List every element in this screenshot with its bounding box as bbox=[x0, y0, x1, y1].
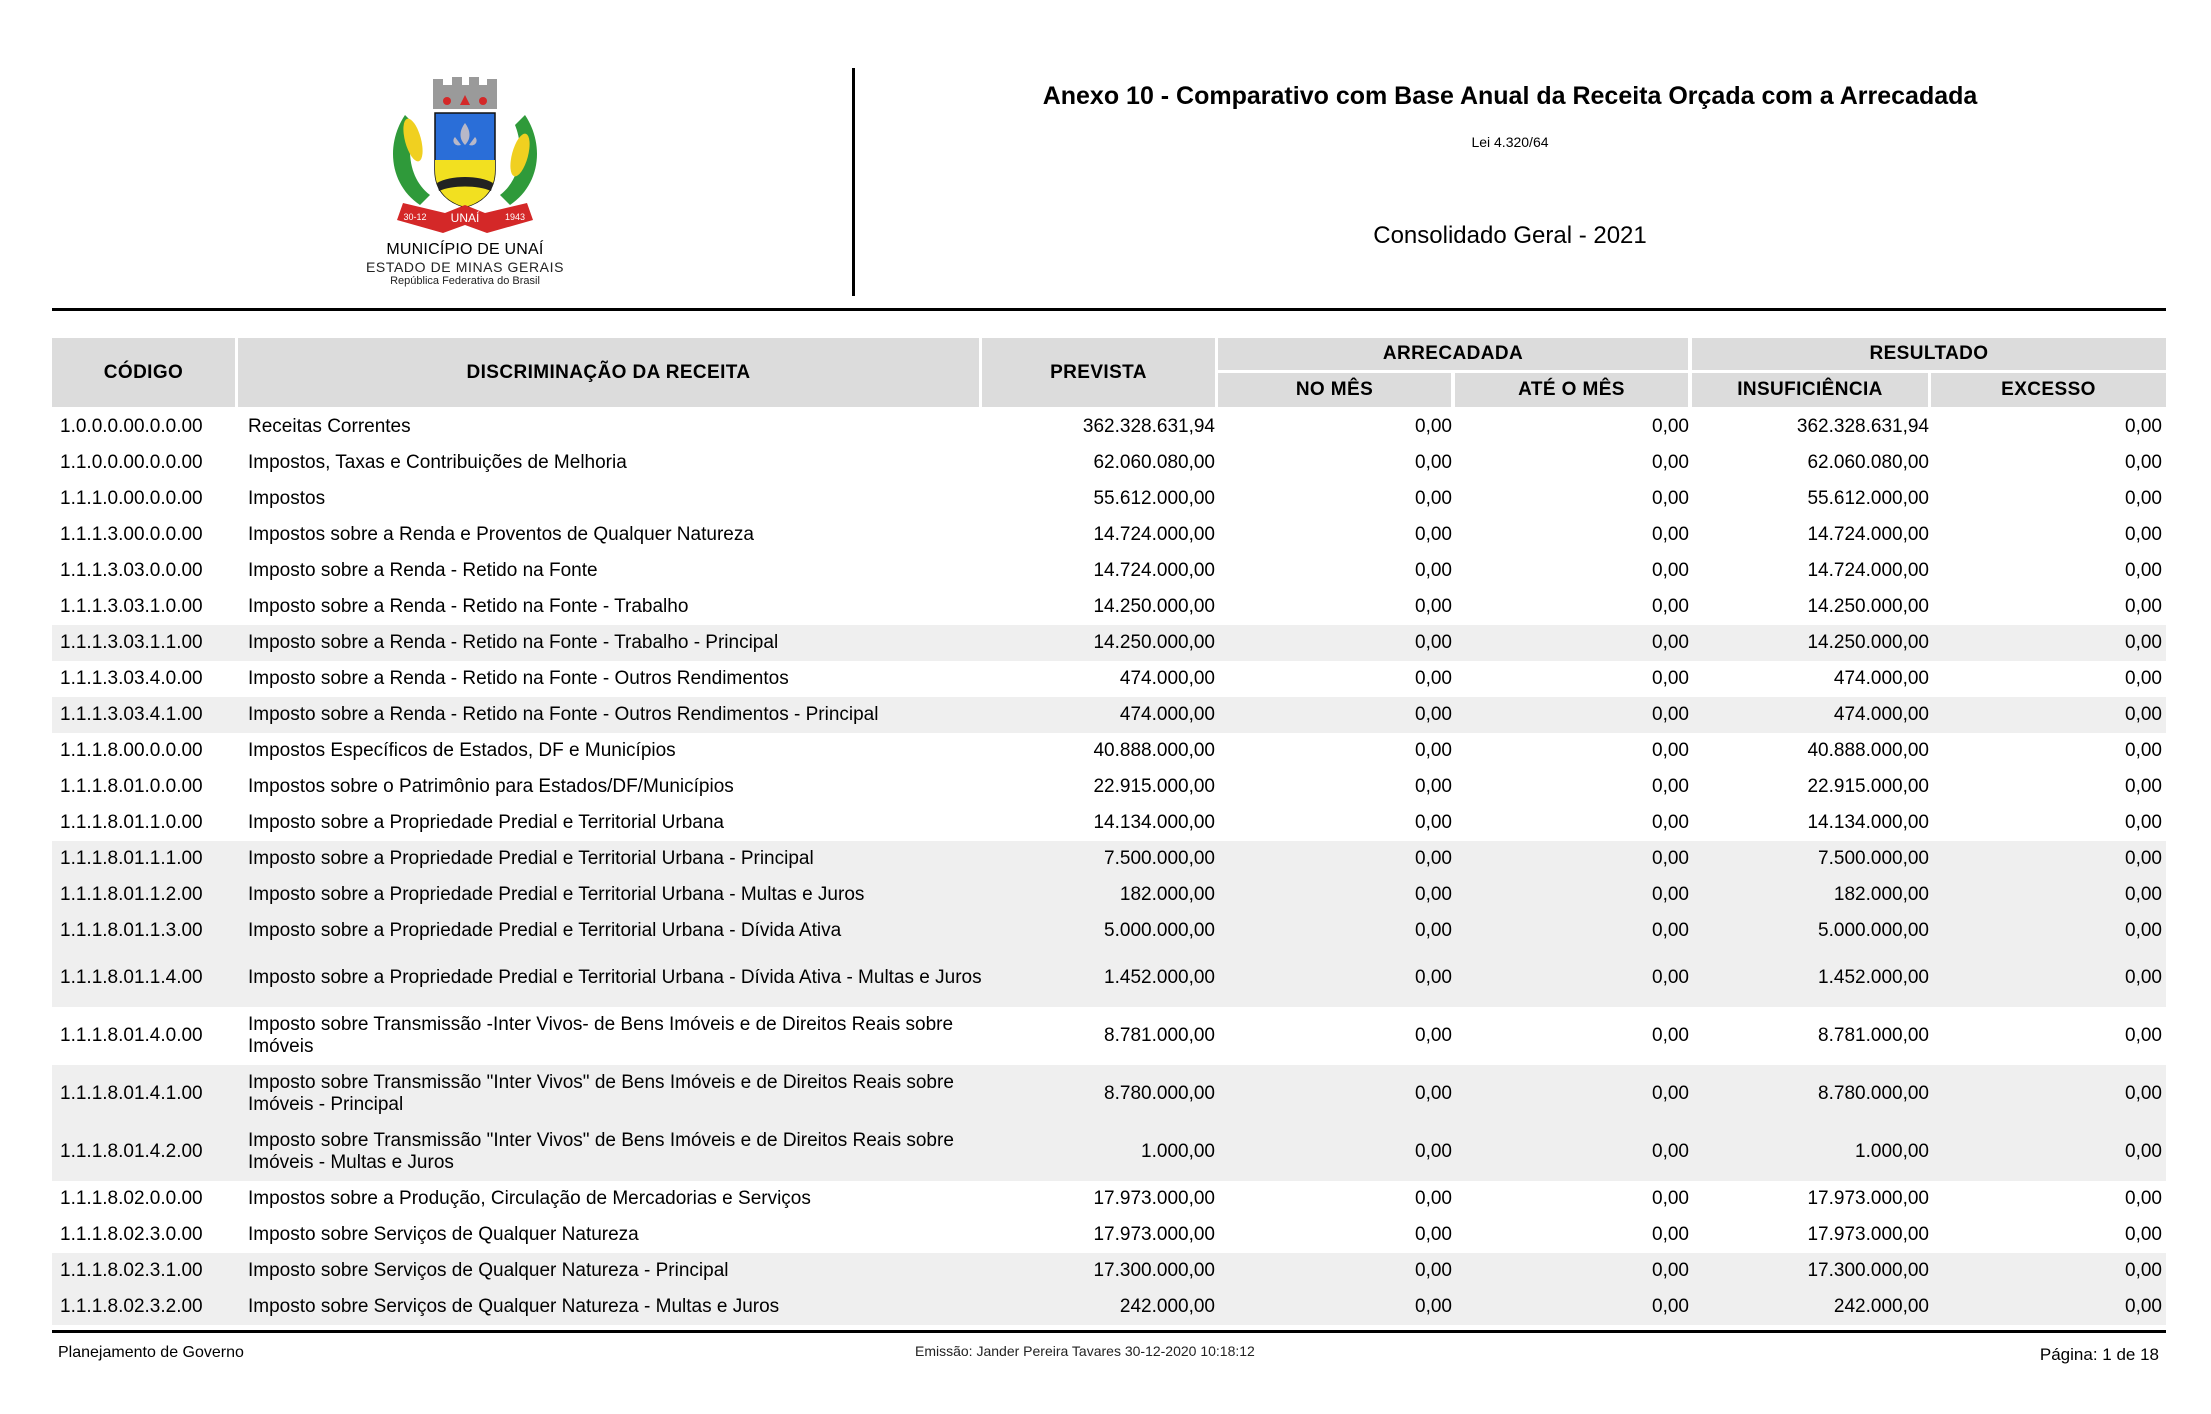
cell-forecast: 7.500.000,00 bbox=[1104, 848, 1215, 869]
cell-excess: 0,00 bbox=[2125, 812, 2162, 833]
cell-shortfall: 362.328.631,94 bbox=[1796, 416, 1929, 437]
cell-in-month: 0,00 bbox=[1415, 848, 1452, 869]
header-excess: EXCESSO bbox=[1931, 373, 2166, 407]
table-row bbox=[52, 481, 2166, 517]
cell-in-month: 0,00 bbox=[1415, 632, 1452, 653]
header-collected-group: ARRECADADA bbox=[1218, 338, 1688, 370]
cell-in-month: 0,00 bbox=[1415, 596, 1452, 617]
cell-excess: 0,00 bbox=[2125, 704, 2162, 725]
cell-description: Impostos sobre a Renda e Proventos de Qualquer Natureza bbox=[248, 524, 754, 545]
cell-shortfall: 1.452.000,00 bbox=[1818, 967, 1929, 988]
cell-excess: 0,00 bbox=[2125, 967, 2162, 988]
table-row bbox=[52, 769, 2166, 805]
cell-in-month: 0,00 bbox=[1415, 740, 1452, 761]
header-forecast: PREVISTA bbox=[982, 338, 1215, 407]
cell-code: 1.1.1.3.03.4.1.00 bbox=[60, 704, 203, 725]
cell-code: 1.1.1.3.03.1.1.00 bbox=[60, 632, 203, 653]
table-row bbox=[52, 805, 2166, 841]
cell-code: 1.1.1.3.03.1.0.00 bbox=[60, 596, 203, 617]
cell-shortfall: 14.134.000,00 bbox=[1807, 812, 1929, 833]
cell-until-month: 0,00 bbox=[1652, 704, 1689, 725]
cell-code: 1.1.1.8.02.0.0.00 bbox=[60, 1188, 203, 1209]
cell-in-month: 0,00 bbox=[1415, 668, 1452, 689]
cell-in-month: 0,00 bbox=[1415, 704, 1452, 725]
footer-page-number: Página: 1 de 18 bbox=[2039, 1345, 2159, 1364]
cell-shortfall: 242.000,00 bbox=[1833, 1296, 1929, 1317]
cell-forecast: 474.000,00 bbox=[1119, 668, 1215, 689]
cell-excess: 0,00 bbox=[2125, 668, 2162, 689]
report-title: Anexo 10 - Comparativo com Base Anual da Receita Orçada com a Arrecadada bbox=[1042, 82, 1978, 110]
cell-forecast: 62.060.080,00 bbox=[1093, 452, 1215, 473]
cell-in-month: 0,00 bbox=[1415, 1260, 1452, 1281]
cell-description: Imposto sobre a Propriedade Predial e Territorial Urbana - Dívida Ativa - Multas e Juros bbox=[248, 967, 982, 988]
cell-forecast: 5.000.000,00 bbox=[1104, 920, 1215, 941]
cell-until-month: 0,00 bbox=[1652, 884, 1689, 905]
cell-in-month: 0,00 bbox=[1415, 1296, 1452, 1317]
cell-code: 1.1.1.8.02.3.2.00 bbox=[60, 1296, 203, 1317]
cell-shortfall: 55.612.000,00 bbox=[1807, 488, 1929, 509]
crest-ribbon-center: UNAÍ bbox=[450, 211, 480, 225]
cell-description: Imposto sobre a Propriedade Predial e Territorial Urbana bbox=[248, 812, 724, 833]
cell-until-month: 0,00 bbox=[1652, 920, 1689, 941]
cell-until-month: 0,00 bbox=[1652, 848, 1689, 869]
cell-until-month: 0,00 bbox=[1652, 740, 1689, 761]
cell-excess: 0,00 bbox=[2125, 920, 2162, 941]
cell-shortfall: 8.781.000,00 bbox=[1818, 1025, 1929, 1046]
cell-code: 1.1.1.3.00.0.0.00 bbox=[60, 524, 203, 545]
cell-shortfall: 17.973.000,00 bbox=[1807, 1188, 1929, 1209]
cell-in-month: 0,00 bbox=[1415, 920, 1452, 941]
state-name: ESTADO DE MINAS GERAIS bbox=[365, 259, 565, 275]
cell-description: Imposto sobre a Renda - Retido na Fonte - Trabalho - Principal bbox=[248, 632, 779, 653]
cell-excess: 0,00 bbox=[2125, 1296, 2162, 1317]
report-scope: Consolidado Geral - 2021 bbox=[1373, 222, 1647, 249]
cell-until-month: 0,00 bbox=[1652, 416, 1689, 437]
cell-code: 1.1.1.8.02.3.1.00 bbox=[60, 1260, 203, 1281]
cell-in-month: 0,00 bbox=[1415, 488, 1452, 509]
cell-forecast: 362.328.631,94 bbox=[1082, 416, 1215, 437]
table-row bbox=[52, 949, 2166, 1007]
cell-description: Imposto sobre a Propriedade Predial e Territorial Urbana - Dívida Ativa bbox=[248, 920, 842, 941]
cell-forecast: 40.888.000,00 bbox=[1093, 740, 1215, 761]
cell-forecast: 242.000,00 bbox=[1119, 1296, 1215, 1317]
cell-code: 1.0.0.0.00.0.0.00 bbox=[60, 416, 203, 437]
table-row bbox=[52, 625, 2166, 661]
cell-description: Imposto sobre Transmissão "Inter Vivos" de Bens Imóveis e de Direitos Reais sobre Imóveis - Principal bbox=[248, 1072, 954, 1115]
cell-excess: 0,00 bbox=[2125, 848, 2162, 869]
cell-in-month: 0,00 bbox=[1415, 524, 1452, 545]
cell-until-month: 0,00 bbox=[1652, 967, 1689, 988]
table-row bbox=[52, 589, 2166, 625]
cell-until-month: 0,00 bbox=[1652, 596, 1689, 617]
cell-until-month: 0,00 bbox=[1652, 1224, 1689, 1245]
cell-in-month: 0,00 bbox=[1415, 812, 1452, 833]
cell-until-month: 0,00 bbox=[1652, 1083, 1689, 1104]
cell-shortfall: 14.724.000,00 bbox=[1807, 560, 1929, 581]
law-reference: Lei 4.320/64 bbox=[1471, 134, 1549, 150]
cell-shortfall: 14.250.000,00 bbox=[1807, 632, 1929, 653]
cell-description: Imposto sobre a Renda - Retido na Fonte bbox=[248, 560, 598, 581]
cell-shortfall: 14.250.000,00 bbox=[1807, 596, 1929, 617]
cell-until-month: 0,00 bbox=[1652, 812, 1689, 833]
cell-in-month: 0,00 bbox=[1415, 560, 1452, 581]
table-row bbox=[52, 1217, 2166, 1253]
cell-code: 1.1.1.8.00.0.0.00 bbox=[60, 740, 203, 761]
cell-code: 1.1.1.8.01.4.2.00 bbox=[60, 1141, 203, 1162]
cell-forecast: 22.915.000,00 bbox=[1093, 776, 1215, 797]
cell-forecast: 14.250.000,00 bbox=[1093, 596, 1215, 617]
table-row bbox=[52, 1289, 2166, 1325]
cell-shortfall: 22.915.000,00 bbox=[1807, 776, 1929, 797]
cell-in-month: 0,00 bbox=[1415, 452, 1452, 473]
cell-code: 1.1.1.8.02.3.0.00 bbox=[60, 1224, 203, 1245]
header-rule bbox=[52, 308, 2166, 311]
cell-forecast: 8.781.000,00 bbox=[1104, 1025, 1215, 1046]
cell-shortfall: 17.973.000,00 bbox=[1807, 1224, 1929, 1245]
cell-excess: 0,00 bbox=[2125, 596, 2162, 617]
cell-forecast: 14.250.000,00 bbox=[1093, 632, 1215, 653]
cell-code: 1.1.1.8.01.4.0.00 bbox=[60, 1025, 203, 1046]
cell-description: Impostos Específicos de Estados, DF e Municípios bbox=[248, 740, 676, 761]
cell-excess: 0,00 bbox=[2125, 1260, 2162, 1281]
cell-excess: 0,00 bbox=[2125, 452, 2162, 473]
cell-forecast: 17.300.000,00 bbox=[1093, 1260, 1215, 1281]
cell-code: 1.1.1.8.01.4.1.00 bbox=[60, 1083, 203, 1104]
cell-forecast: 474.000,00 bbox=[1119, 704, 1215, 725]
cell-shortfall: 40.888.000,00 bbox=[1807, 740, 1929, 761]
cell-shortfall: 5.000.000,00 bbox=[1818, 920, 1929, 941]
header-vertical-divider bbox=[852, 68, 855, 296]
footer-department: Planejamento de Governo bbox=[58, 1344, 244, 1361]
crest-ribbon-right: 1943 bbox=[504, 212, 526, 222]
cell-code: 1.1.1.0.00.0.0.00 bbox=[60, 488, 203, 509]
cell-forecast: 14.724.000,00 bbox=[1093, 560, 1215, 581]
cell-description: Impostos bbox=[248, 488, 326, 509]
cell-excess: 0,00 bbox=[2125, 416, 2162, 437]
cell-forecast: 8.780.000,00 bbox=[1104, 1083, 1215, 1104]
cell-forecast: 14.134.000,00 bbox=[1093, 812, 1215, 833]
header-code: CÓDIGO bbox=[52, 338, 235, 407]
cell-in-month: 0,00 bbox=[1415, 776, 1452, 797]
cell-code: 1.1.1.3.03.4.0.00 bbox=[60, 668, 203, 689]
cell-description: Imposto sobre Transmissão "Inter Vivos" de Bens Imóveis e de Direitos Reais sobre Imóveis - Multas e Juros bbox=[248, 1130, 954, 1173]
cell-until-month: 0,00 bbox=[1652, 668, 1689, 689]
cell-description: Impostos sobre o Patrimônio para Estados/DF/Municípios bbox=[248, 776, 734, 797]
cell-in-month: 0,00 bbox=[1415, 1025, 1452, 1046]
table-row bbox=[52, 1253, 2166, 1289]
cell-description: Impostos sobre a Produção, Circulação de Mercadorias e Serviços bbox=[248, 1188, 811, 1209]
cell-code: 1.1.1.8.01.1.0.00 bbox=[60, 812, 203, 833]
cell-description: Receitas Correntes bbox=[248, 416, 411, 437]
cell-excess: 0,00 bbox=[2125, 1224, 2162, 1245]
header-until-month: ATÉ O MÊS bbox=[1455, 373, 1688, 407]
cell-shortfall: 8.780.000,00 bbox=[1818, 1083, 1929, 1104]
table-row bbox=[52, 1065, 2166, 1123]
cell-code: 1.1.1.8.01.0.0.00 bbox=[60, 776, 203, 797]
header-shortfall: INSUFICIÊNCIA bbox=[1692, 373, 1928, 407]
table-body bbox=[52, 409, 2166, 1325]
coat-of-arms-icon bbox=[375, 75, 555, 235]
cell-in-month: 0,00 bbox=[1415, 1141, 1452, 1162]
cell-description: Imposto sobre a Propriedade Predial e Territorial Urbana - Principal bbox=[248, 848, 814, 869]
cell-until-month: 0,00 bbox=[1652, 1141, 1689, 1162]
cell-shortfall: 7.500.000,00 bbox=[1818, 848, 1929, 869]
table-row bbox=[52, 1181, 2166, 1217]
table-row bbox=[52, 697, 2166, 733]
cell-forecast: 55.612.000,00 bbox=[1093, 488, 1215, 509]
cell-until-month: 0,00 bbox=[1652, 1025, 1689, 1046]
cell-code: 1.1.0.0.00.0.0.00 bbox=[60, 452, 203, 473]
table-row bbox=[52, 409, 2166, 445]
cell-shortfall: 17.300.000,00 bbox=[1807, 1260, 1929, 1281]
municipality-name: MUNICÍPIO DE UNAÍ bbox=[386, 241, 544, 258]
cell-shortfall: 62.060.080,00 bbox=[1807, 452, 1929, 473]
cell-excess: 0,00 bbox=[2125, 1083, 2162, 1104]
cell-shortfall: 14.724.000,00 bbox=[1807, 524, 1929, 545]
cell-until-month: 0,00 bbox=[1652, 524, 1689, 545]
cell-until-month: 0,00 bbox=[1652, 1188, 1689, 1209]
cell-description: Imposto sobre Serviços de Qualquer Natureza - Multas e Juros bbox=[248, 1296, 780, 1317]
table-header bbox=[52, 338, 2166, 408]
table-row bbox=[52, 445, 2166, 481]
cell-description: Imposto sobre a Renda - Retido na Fonte - Outros Rendimentos - Principal bbox=[248, 704, 879, 725]
table-row bbox=[52, 553, 2166, 589]
cell-in-month: 0,00 bbox=[1415, 1083, 1452, 1104]
cell-forecast: 14.724.000,00 bbox=[1093, 524, 1215, 545]
table-row bbox=[52, 841, 2166, 877]
cell-forecast: 1.000,00 bbox=[1141, 1141, 1215, 1162]
cell-forecast: 1.452.000,00 bbox=[1104, 967, 1215, 988]
country-name: República Federativa do Brasil bbox=[390, 275, 540, 287]
cell-excess: 0,00 bbox=[2125, 1025, 2162, 1046]
header-result-group: RESULTADO bbox=[1692, 338, 2166, 370]
cell-until-month: 0,00 bbox=[1652, 1296, 1689, 1317]
footer-rule bbox=[52, 1330, 2166, 1333]
cell-forecast: 17.973.000,00 bbox=[1093, 1224, 1215, 1245]
cell-excess: 0,00 bbox=[2125, 740, 2162, 761]
cell-description: Imposto sobre Transmissão -Inter Vivos- de Bens Imóveis e de Direitos Reais sobre Imóveis bbox=[248, 1014, 954, 1057]
header-description: DISCRIMINAÇÃO DA RECEITA bbox=[238, 338, 979, 407]
cell-description: Imposto sobre Serviços de Qualquer Natureza bbox=[248, 1224, 639, 1245]
cell-in-month: 0,00 bbox=[1415, 416, 1452, 437]
cell-description: Imposto sobre Serviços de Qualquer Natureza - Principal bbox=[248, 1260, 729, 1281]
cell-until-month: 0,00 bbox=[1652, 452, 1689, 473]
cell-shortfall: 1.000,00 bbox=[1855, 1141, 1929, 1162]
cell-description: Imposto sobre a Renda - Retido na Fonte - Trabalho bbox=[248, 596, 689, 617]
cell-shortfall: 474.000,00 bbox=[1833, 704, 1929, 725]
header-in-month: NO MÊS bbox=[1218, 373, 1451, 407]
cell-excess: 0,00 bbox=[2125, 884, 2162, 905]
cell-until-month: 0,00 bbox=[1652, 1260, 1689, 1281]
cell-shortfall: 182.000,00 bbox=[1833, 884, 1929, 905]
cell-in-month: 0,00 bbox=[1415, 1188, 1452, 1209]
footer-issued: Emissão: Jander Pereira Tavares 30-12-2020 10:18:12 bbox=[915, 1343, 1255, 1359]
table-row bbox=[52, 1123, 2166, 1181]
cell-forecast: 182.000,00 bbox=[1119, 884, 1215, 905]
cell-code: 1.1.1.3.03.0.0.00 bbox=[60, 560, 203, 581]
cell-in-month: 0,00 bbox=[1415, 884, 1452, 905]
crest-ribbon-left: 30-12 bbox=[403, 212, 427, 222]
cell-description: Impostos, Taxas e Contribuições de Melhoria bbox=[248, 452, 627, 473]
table-row bbox=[52, 1007, 2166, 1065]
cell-excess: 0,00 bbox=[2125, 524, 2162, 545]
table-row bbox=[52, 733, 2166, 769]
table-row bbox=[52, 517, 2166, 553]
table-row bbox=[52, 913, 2166, 949]
cell-until-month: 0,00 bbox=[1652, 488, 1689, 509]
cell-excess: 0,00 bbox=[2125, 488, 2162, 509]
table-row bbox=[52, 877, 2166, 913]
cell-shortfall: 474.000,00 bbox=[1833, 668, 1929, 689]
cell-excess: 0,00 bbox=[2125, 776, 2162, 797]
cell-code: 1.1.1.8.01.1.2.00 bbox=[60, 884, 203, 905]
cell-code: 1.1.1.8.01.1.4.00 bbox=[60, 967, 203, 988]
cell-code: 1.1.1.8.01.1.1.00 bbox=[60, 848, 203, 869]
cell-until-month: 0,00 bbox=[1652, 560, 1689, 581]
cell-excess: 0,00 bbox=[2125, 1141, 2162, 1162]
cell-in-month: 0,00 bbox=[1415, 1224, 1452, 1245]
cell-code: 1.1.1.8.01.1.3.00 bbox=[60, 920, 203, 941]
table-row bbox=[52, 661, 2166, 697]
cell-forecast: 17.973.000,00 bbox=[1093, 1188, 1215, 1209]
cell-until-month: 0,00 bbox=[1652, 632, 1689, 653]
cell-excess: 0,00 bbox=[2125, 560, 2162, 581]
municipality-logo-block bbox=[340, 75, 590, 287]
cell-until-month: 0,00 bbox=[1652, 776, 1689, 797]
cell-description: Imposto sobre a Renda - Retido na Fonte - Outros Rendimentos bbox=[248, 668, 789, 689]
cell-in-month: 0,00 bbox=[1415, 967, 1452, 988]
cell-excess: 0,00 bbox=[2125, 1188, 2162, 1209]
cell-description: Imposto sobre a Propriedade Predial e Territorial Urbana - Multas e Juros bbox=[248, 884, 865, 905]
cell-excess: 0,00 bbox=[2125, 632, 2162, 653]
